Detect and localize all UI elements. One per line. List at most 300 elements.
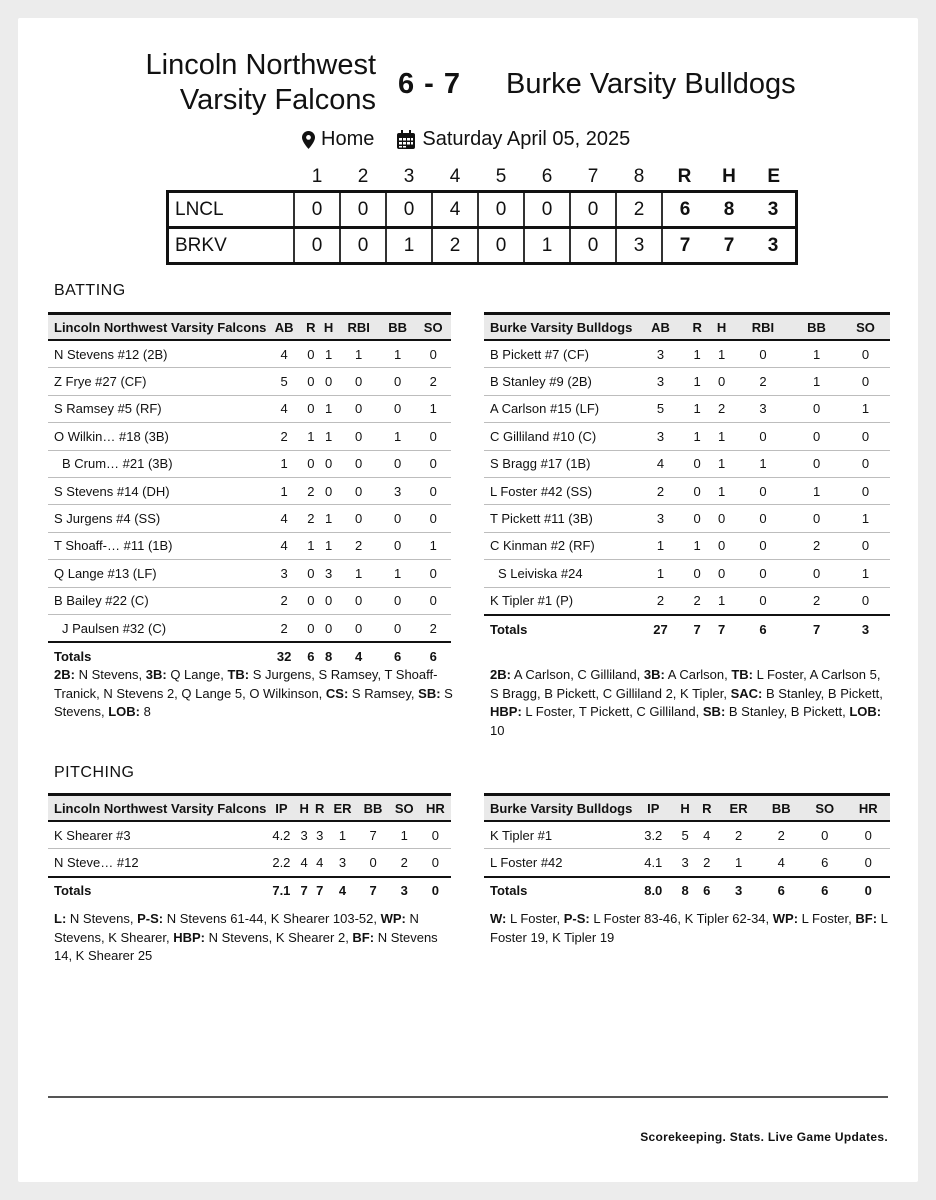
player-name: Z Frye #27 (CF) bbox=[48, 368, 266, 395]
stat-value: 0 bbox=[415, 340, 451, 368]
game-date: Saturday April 05, 2025 bbox=[422, 128, 631, 150]
stat-value: 0 bbox=[380, 532, 416, 559]
stat-value: 6 bbox=[803, 849, 847, 877]
stat-column-header: RBI bbox=[734, 314, 792, 341]
player-row bbox=[484, 821, 890, 849]
totals-value: 6 bbox=[734, 615, 792, 642]
stat-value: 0 bbox=[337, 587, 379, 614]
player-row bbox=[48, 560, 451, 587]
note-label: TB: bbox=[227, 667, 250, 682]
player-row bbox=[484, 340, 890, 368]
note-text: Q Lange, bbox=[166, 667, 228, 682]
home-batting-notes bbox=[54, 666, 454, 722]
player-name: J Paulsen #32 (C) bbox=[48, 614, 266, 642]
stat-value: 5 bbox=[266, 368, 302, 395]
player-row bbox=[48, 587, 451, 614]
player-name: N Stevens #12 (2B) bbox=[48, 340, 266, 368]
stat-column-header: SO bbox=[803, 795, 847, 822]
stat-value: 1 bbox=[841, 560, 890, 587]
stat-value: 2 bbox=[734, 368, 792, 395]
linescore-team-abbr: LNCL bbox=[168, 192, 295, 228]
stat-value: 1 bbox=[636, 532, 685, 559]
player-row bbox=[484, 368, 890, 395]
player-name: S Stevens #14 (DH) bbox=[48, 477, 266, 504]
player-name: S Leiviska #24 bbox=[484, 560, 636, 587]
rhe-value: 3 bbox=[751, 192, 797, 228]
stat-value: 2 bbox=[266, 587, 302, 614]
note-text: N Stevens, K Shearer, bbox=[54, 911, 419, 945]
stat-column-header: H bbox=[674, 795, 696, 822]
stat-value: 7 bbox=[357, 821, 388, 849]
stat-value: 0 bbox=[302, 368, 320, 395]
player-name: B Pickett #7 (CF) bbox=[484, 340, 636, 368]
totals-value: 6 bbox=[415, 642, 451, 669]
player-name: K Shearer #3 bbox=[48, 821, 266, 849]
note-label: BF: bbox=[352, 929, 375, 945]
stat-value: 1 bbox=[302, 423, 320, 450]
stat-value: 0 bbox=[685, 560, 709, 587]
stat-value: 2 bbox=[718, 821, 760, 849]
rhe-value: 7 bbox=[662, 228, 707, 264]
stat-column-header: IP bbox=[266, 795, 296, 822]
note-text: S Jurgens, S Ramsey, T Shoaff-Tranick, N Stevens 2, Q Lange 5, O Wilkinson, bbox=[54, 667, 438, 701]
stat-value: 0 bbox=[841, 532, 890, 559]
stat-value: 5 bbox=[636, 395, 685, 422]
stat-value: 3 bbox=[636, 423, 685, 450]
stat-value: 0 bbox=[709, 505, 733, 532]
stat-value: 0 bbox=[337, 368, 379, 395]
stat-value: 2 bbox=[337, 532, 379, 559]
inning-runs: 2 bbox=[616, 192, 662, 228]
totals-value: 7 bbox=[792, 615, 841, 642]
stat-column-header: H bbox=[296, 795, 312, 822]
stat-value: 2 bbox=[759, 821, 802, 849]
stat-value: 2 bbox=[709, 395, 733, 422]
totals-value: 7 bbox=[685, 615, 709, 642]
totals-row bbox=[484, 877, 890, 904]
player-name: K Tipler #1 bbox=[484, 821, 632, 849]
stat-team-header: Lincoln Northwest Varsity Falcons bbox=[48, 314, 266, 341]
player-row bbox=[484, 477, 890, 504]
stat-value: 0 bbox=[792, 560, 841, 587]
stat-value: 1 bbox=[685, 532, 709, 559]
totals-label: Totals bbox=[484, 615, 636, 642]
stat-value: 4 bbox=[266, 395, 302, 422]
note-text: A Carlson, C Gilliland, bbox=[510, 667, 644, 682]
away-batting-notes bbox=[490, 666, 890, 740]
stat-column-header: ER bbox=[328, 795, 358, 822]
stat-value: 1 bbox=[380, 423, 416, 450]
totals-value: 8.0 bbox=[632, 877, 674, 904]
totals-value: 6 bbox=[302, 642, 320, 669]
inning-header: 4 bbox=[449, 166, 461, 187]
player-name: Q Lange #13 (LF) bbox=[48, 560, 266, 587]
stat-column-header: HR bbox=[846, 795, 890, 822]
note-label: LOB: bbox=[108, 704, 140, 719]
stat-value: 4 bbox=[266, 505, 302, 532]
rhe-value: 8 bbox=[707, 192, 751, 228]
stat-value: 4.2 bbox=[266, 821, 296, 849]
footer-tagline: Scorekeeping. Stats. Live Game Updates. bbox=[640, 1130, 888, 1144]
player-row bbox=[48, 395, 451, 422]
stat-value: 0 bbox=[841, 587, 890, 615]
stat-value: 0 bbox=[734, 477, 792, 504]
note-label: SB: bbox=[702, 704, 726, 719]
note-label: 3B: bbox=[643, 667, 665, 682]
player-row bbox=[484, 532, 890, 559]
stat-value: 1 bbox=[415, 395, 451, 422]
home-batting-table bbox=[48, 312, 451, 670]
player-row bbox=[484, 395, 890, 422]
note-label: 2B: bbox=[54, 667, 75, 682]
stat-value: 0 bbox=[302, 340, 320, 368]
stat-team-header: Lincoln Northwest Varsity Falcons bbox=[48, 795, 266, 822]
stat-value: 0 bbox=[415, 423, 451, 450]
player-row bbox=[484, 450, 890, 477]
player-name: B Bailey #22 (C) bbox=[48, 587, 266, 614]
stat-team-header: Burke Varsity Bulldogs bbox=[484, 795, 632, 822]
stat-value: 0 bbox=[734, 587, 792, 615]
note-label: TB: bbox=[731, 667, 754, 682]
player-row bbox=[484, 849, 890, 877]
player-row bbox=[48, 450, 451, 477]
stat-value: 1 bbox=[320, 532, 338, 559]
stat-value: 1 bbox=[685, 340, 709, 368]
player-row bbox=[484, 505, 890, 532]
note-text: N Stevens, bbox=[74, 667, 146, 682]
rhe-header: E bbox=[767, 166, 781, 187]
stat-value: 1 bbox=[320, 423, 338, 450]
stat-value: 1 bbox=[709, 423, 733, 450]
stat-column-header: SO bbox=[389, 795, 420, 822]
inning-runs: 3 bbox=[616, 228, 662, 264]
stat-value: 3 bbox=[674, 849, 696, 877]
inning-header: 1 bbox=[311, 166, 323, 187]
stat-value: 0 bbox=[685, 450, 709, 477]
totals-value: 0 bbox=[420, 877, 451, 904]
note-text: A Carlson, bbox=[664, 667, 732, 682]
player-name: O Wilkin… #18 (3B) bbox=[48, 423, 266, 450]
stat-value: 0 bbox=[709, 560, 733, 587]
stat-value: 3 bbox=[636, 505, 685, 532]
note-label: LOB: bbox=[849, 704, 882, 719]
totals-value: 3 bbox=[718, 877, 760, 904]
stat-value: 0 bbox=[734, 505, 792, 532]
stat-value: 4 bbox=[759, 849, 802, 877]
stat-value: 0 bbox=[380, 450, 416, 477]
stat-value: 1 bbox=[302, 532, 320, 559]
player-name: B Stanley #9 (2B) bbox=[484, 368, 636, 395]
home-team-name: Lincoln Northwest Varsity Falcons bbox=[145, 49, 376, 116]
stat-value: 1 bbox=[709, 587, 733, 615]
home-pitching-table bbox=[48, 793, 451, 904]
stat-value: 0 bbox=[685, 505, 709, 532]
stat-value: 3 bbox=[266, 560, 302, 587]
inning-header: 5 bbox=[495, 166, 507, 187]
stat-value: 1 bbox=[337, 560, 379, 587]
stat-column-header: BB bbox=[380, 314, 416, 341]
stat-column-header: RBI bbox=[337, 314, 379, 341]
totals-value: 7 bbox=[709, 615, 733, 642]
note-label: CS: bbox=[325, 685, 349, 701]
note-label: P-S: bbox=[563, 911, 590, 926]
totals-value: 7 bbox=[312, 877, 328, 904]
stat-value: 4 bbox=[296, 849, 312, 877]
note-label: SB: bbox=[418, 685, 441, 701]
totals-value: 4 bbox=[328, 877, 358, 904]
linescore-team-abbr: BRKV bbox=[168, 228, 295, 264]
stat-value: 1 bbox=[709, 450, 733, 477]
stat-value: 4 bbox=[312, 849, 328, 877]
stat-column-header: ER bbox=[718, 795, 760, 822]
calendar-icon bbox=[396, 130, 416, 150]
stat-value: 2 bbox=[636, 587, 685, 615]
stat-value: 0 bbox=[841, 450, 890, 477]
stat-value: 0 bbox=[420, 821, 451, 849]
note-text: N Stevens, K Shearer 2, bbox=[205, 929, 353, 945]
stat-value: 0 bbox=[415, 587, 451, 614]
stat-value: 5 bbox=[674, 821, 696, 849]
player-row bbox=[484, 423, 890, 450]
linescore-row bbox=[168, 192, 797, 228]
inning-runs: 1 bbox=[386, 228, 432, 264]
note-text: 8 bbox=[139, 704, 151, 719]
stat-value: 0 bbox=[792, 450, 841, 477]
away-team-name: Burke Varsity Bulldogs bbox=[506, 68, 796, 100]
stat-value: 3 bbox=[636, 368, 685, 395]
stat-value: 2 bbox=[266, 614, 302, 642]
stat-value: 0 bbox=[846, 849, 890, 877]
stat-value: 2 bbox=[792, 587, 841, 615]
stat-value: 3 bbox=[312, 821, 328, 849]
stat-value: 1 bbox=[380, 340, 416, 368]
rhe-value: 7 bbox=[707, 228, 751, 264]
totals-value: 3 bbox=[841, 615, 890, 642]
stat-value: 0 bbox=[337, 614, 379, 642]
stat-value: 1 bbox=[685, 423, 709, 450]
stat-value: 1 bbox=[328, 821, 358, 849]
stat-value: 3 bbox=[380, 477, 416, 504]
note-text: N Stevens 14, K Shearer 25 bbox=[54, 929, 438, 963]
stat-value: 3 bbox=[636, 340, 685, 368]
stat-value: 2 bbox=[636, 477, 685, 504]
stat-value: 1 bbox=[792, 477, 841, 504]
note-label: SAC: bbox=[730, 685, 763, 701]
stat-column-header: H bbox=[709, 314, 733, 341]
stat-value: 1 bbox=[337, 340, 379, 368]
stat-value: 0 bbox=[709, 368, 733, 395]
player-name: S Ramsey #5 (RF) bbox=[48, 395, 266, 422]
note-text: S Ramsey, bbox=[348, 685, 419, 701]
player-name: L Foster #42 (SS) bbox=[484, 477, 636, 504]
stat-column-header: HR bbox=[420, 795, 451, 822]
stat-value: 4.1 bbox=[632, 849, 674, 877]
player-name: K Tipler #1 (P) bbox=[484, 587, 636, 615]
totals-value: 4 bbox=[337, 642, 379, 669]
stat-value: 2 bbox=[415, 614, 451, 642]
linescore-table bbox=[166, 164, 798, 265]
totals-label: Totals bbox=[48, 877, 266, 904]
stat-value: 0 bbox=[792, 395, 841, 422]
totals-value: 6 bbox=[696, 877, 718, 904]
stat-value: 1 bbox=[685, 395, 709, 422]
player-row bbox=[48, 849, 451, 877]
player-name: B Crum… #21 (3B) bbox=[48, 450, 266, 477]
stat-value: 0 bbox=[320, 477, 338, 504]
stat-value: 0 bbox=[734, 532, 792, 559]
inning-runs: 2 bbox=[432, 228, 478, 264]
totals-value: 8 bbox=[674, 877, 696, 904]
stat-value: 3 bbox=[328, 849, 358, 877]
inning-runs: 0 bbox=[386, 192, 432, 228]
note-text: N Stevens 61-44, K Shearer 103-52, bbox=[163, 911, 381, 926]
stat-column-header: SO bbox=[415, 314, 451, 341]
note-label: W: bbox=[490, 911, 507, 926]
stat-column-header: SO bbox=[841, 314, 890, 341]
stat-team-header: Burke Varsity Bulldogs bbox=[484, 314, 636, 341]
stat-value: 1 bbox=[320, 340, 338, 368]
stat-value: 1 bbox=[685, 368, 709, 395]
stat-value: 0 bbox=[841, 368, 890, 395]
stat-value: 1 bbox=[380, 560, 416, 587]
stat-value: 4 bbox=[266, 340, 302, 368]
inning-header: 3 bbox=[403, 166, 415, 187]
stat-value: 0 bbox=[792, 423, 841, 450]
stat-value: 2 bbox=[266, 423, 302, 450]
player-name: A Carlson #15 (LF) bbox=[484, 395, 636, 422]
totals-value: 3 bbox=[389, 877, 420, 904]
note-label: HBP: bbox=[173, 929, 206, 945]
stat-value: 0 bbox=[380, 368, 416, 395]
player-row bbox=[484, 587, 890, 615]
batting-section-title: BATTING bbox=[54, 282, 126, 299]
player-row bbox=[48, 423, 451, 450]
stat-value: 0 bbox=[734, 340, 792, 368]
note-label: HBP: bbox=[490, 704, 522, 719]
stat-value: 0 bbox=[302, 560, 320, 587]
stat-value: 3 bbox=[734, 395, 792, 422]
inning-runs: 0 bbox=[570, 192, 616, 228]
note-label: L: bbox=[54, 911, 67, 926]
inning-runs: 0 bbox=[340, 228, 386, 264]
stat-value: 2 bbox=[792, 532, 841, 559]
stat-value: 0 bbox=[302, 614, 320, 642]
final-score: 6 - 7 bbox=[398, 68, 462, 100]
totals-value: 6 bbox=[759, 877, 802, 904]
player-name: T Pickett #11 (3B) bbox=[484, 505, 636, 532]
note-text: L Foster, T Pickett, C Gilliland, bbox=[521, 704, 703, 719]
stat-value: 0 bbox=[320, 450, 338, 477]
stat-value: 0 bbox=[841, 477, 890, 504]
stat-value: 1 bbox=[636, 560, 685, 587]
stat-value: 1 bbox=[841, 505, 890, 532]
stat-column-header: IP bbox=[632, 795, 674, 822]
stat-value: 0 bbox=[685, 477, 709, 504]
stat-value: 4 bbox=[266, 532, 302, 559]
stat-value: 0 bbox=[415, 560, 451, 587]
inning-header: 6 bbox=[541, 166, 553, 187]
note-text: B Stanley, B Pickett, bbox=[725, 704, 850, 719]
stat-value: 0 bbox=[709, 532, 733, 559]
rhe-header: H bbox=[722, 166, 736, 187]
inning-runs: 0 bbox=[478, 192, 524, 228]
player-name: C Kinman #2 (RF) bbox=[484, 532, 636, 559]
stat-value: 4 bbox=[696, 821, 718, 849]
stat-value: 3 bbox=[320, 560, 338, 587]
player-name: C Gilliland #10 (C) bbox=[484, 423, 636, 450]
note-label: P-S: bbox=[137, 911, 164, 926]
footer-divider bbox=[48, 1096, 888, 1098]
inning-runs: 0 bbox=[478, 228, 524, 264]
totals-value: 32 bbox=[266, 642, 302, 669]
stat-value: 0 bbox=[380, 587, 416, 614]
inning-runs: 0 bbox=[340, 192, 386, 228]
stat-value: 1 bbox=[709, 477, 733, 504]
stat-value: 0 bbox=[320, 587, 338, 614]
totals-row bbox=[48, 877, 451, 904]
player-name: T Shoaff-… #11 (1B) bbox=[48, 532, 266, 559]
inning-runs: 4 bbox=[432, 192, 478, 228]
player-name: N Steve… #12 bbox=[48, 849, 266, 877]
stat-column-header: BB bbox=[357, 795, 388, 822]
stat-value: 1 bbox=[734, 450, 792, 477]
note-label: WP: bbox=[772, 911, 799, 926]
inning-runs: 0 bbox=[294, 192, 340, 228]
stat-value: 0 bbox=[415, 505, 451, 532]
pitching-section-title: PITCHING bbox=[54, 764, 135, 781]
location-pin-icon bbox=[302, 131, 315, 149]
stat-value: 0 bbox=[337, 505, 379, 532]
inning-runs: 0 bbox=[570, 228, 616, 264]
inning-header: 2 bbox=[357, 166, 369, 187]
stat-value: 0 bbox=[841, 423, 890, 450]
stat-value: 1 bbox=[415, 532, 451, 559]
inning-runs: 0 bbox=[294, 228, 340, 264]
away-pitching-notes bbox=[490, 910, 890, 947]
stat-value: 1 bbox=[709, 340, 733, 368]
inning-runs: 1 bbox=[524, 228, 570, 264]
stat-value: 0 bbox=[320, 368, 338, 395]
stat-value: 0 bbox=[841, 340, 890, 368]
inning-runs: 0 bbox=[524, 192, 570, 228]
away-batting-table bbox=[484, 312, 890, 642]
linescore-corner bbox=[168, 164, 295, 192]
player-name: S Bragg #17 (1B) bbox=[484, 450, 636, 477]
stat-value: 2 bbox=[302, 477, 320, 504]
totals-label: Totals bbox=[484, 877, 632, 904]
stat-value: 2 bbox=[389, 849, 420, 877]
stat-value: 0 bbox=[380, 395, 416, 422]
totals-value: 7 bbox=[296, 877, 312, 904]
rhe-header: R bbox=[677, 166, 692, 187]
stat-value: 0 bbox=[380, 614, 416, 642]
note-text: L Foster 19, K Tipler 19 bbox=[490, 911, 888, 945]
stat-value: 1 bbox=[266, 450, 302, 477]
stat-column-header: AB bbox=[266, 314, 302, 341]
stat-value: 0 bbox=[302, 395, 320, 422]
stat-value: 1 bbox=[320, 505, 338, 532]
note-text: L Foster, bbox=[798, 911, 856, 926]
player-row bbox=[48, 505, 451, 532]
stat-value: 2 bbox=[685, 587, 709, 615]
stat-value: 2.2 bbox=[266, 849, 296, 877]
totals-value: 6 bbox=[803, 877, 847, 904]
stat-value: 3.2 bbox=[632, 821, 674, 849]
stat-value: 1 bbox=[718, 849, 760, 877]
rhe-value: 3 bbox=[751, 228, 797, 264]
stat-value: 0 bbox=[302, 450, 320, 477]
totals-value: 0 bbox=[846, 877, 890, 904]
